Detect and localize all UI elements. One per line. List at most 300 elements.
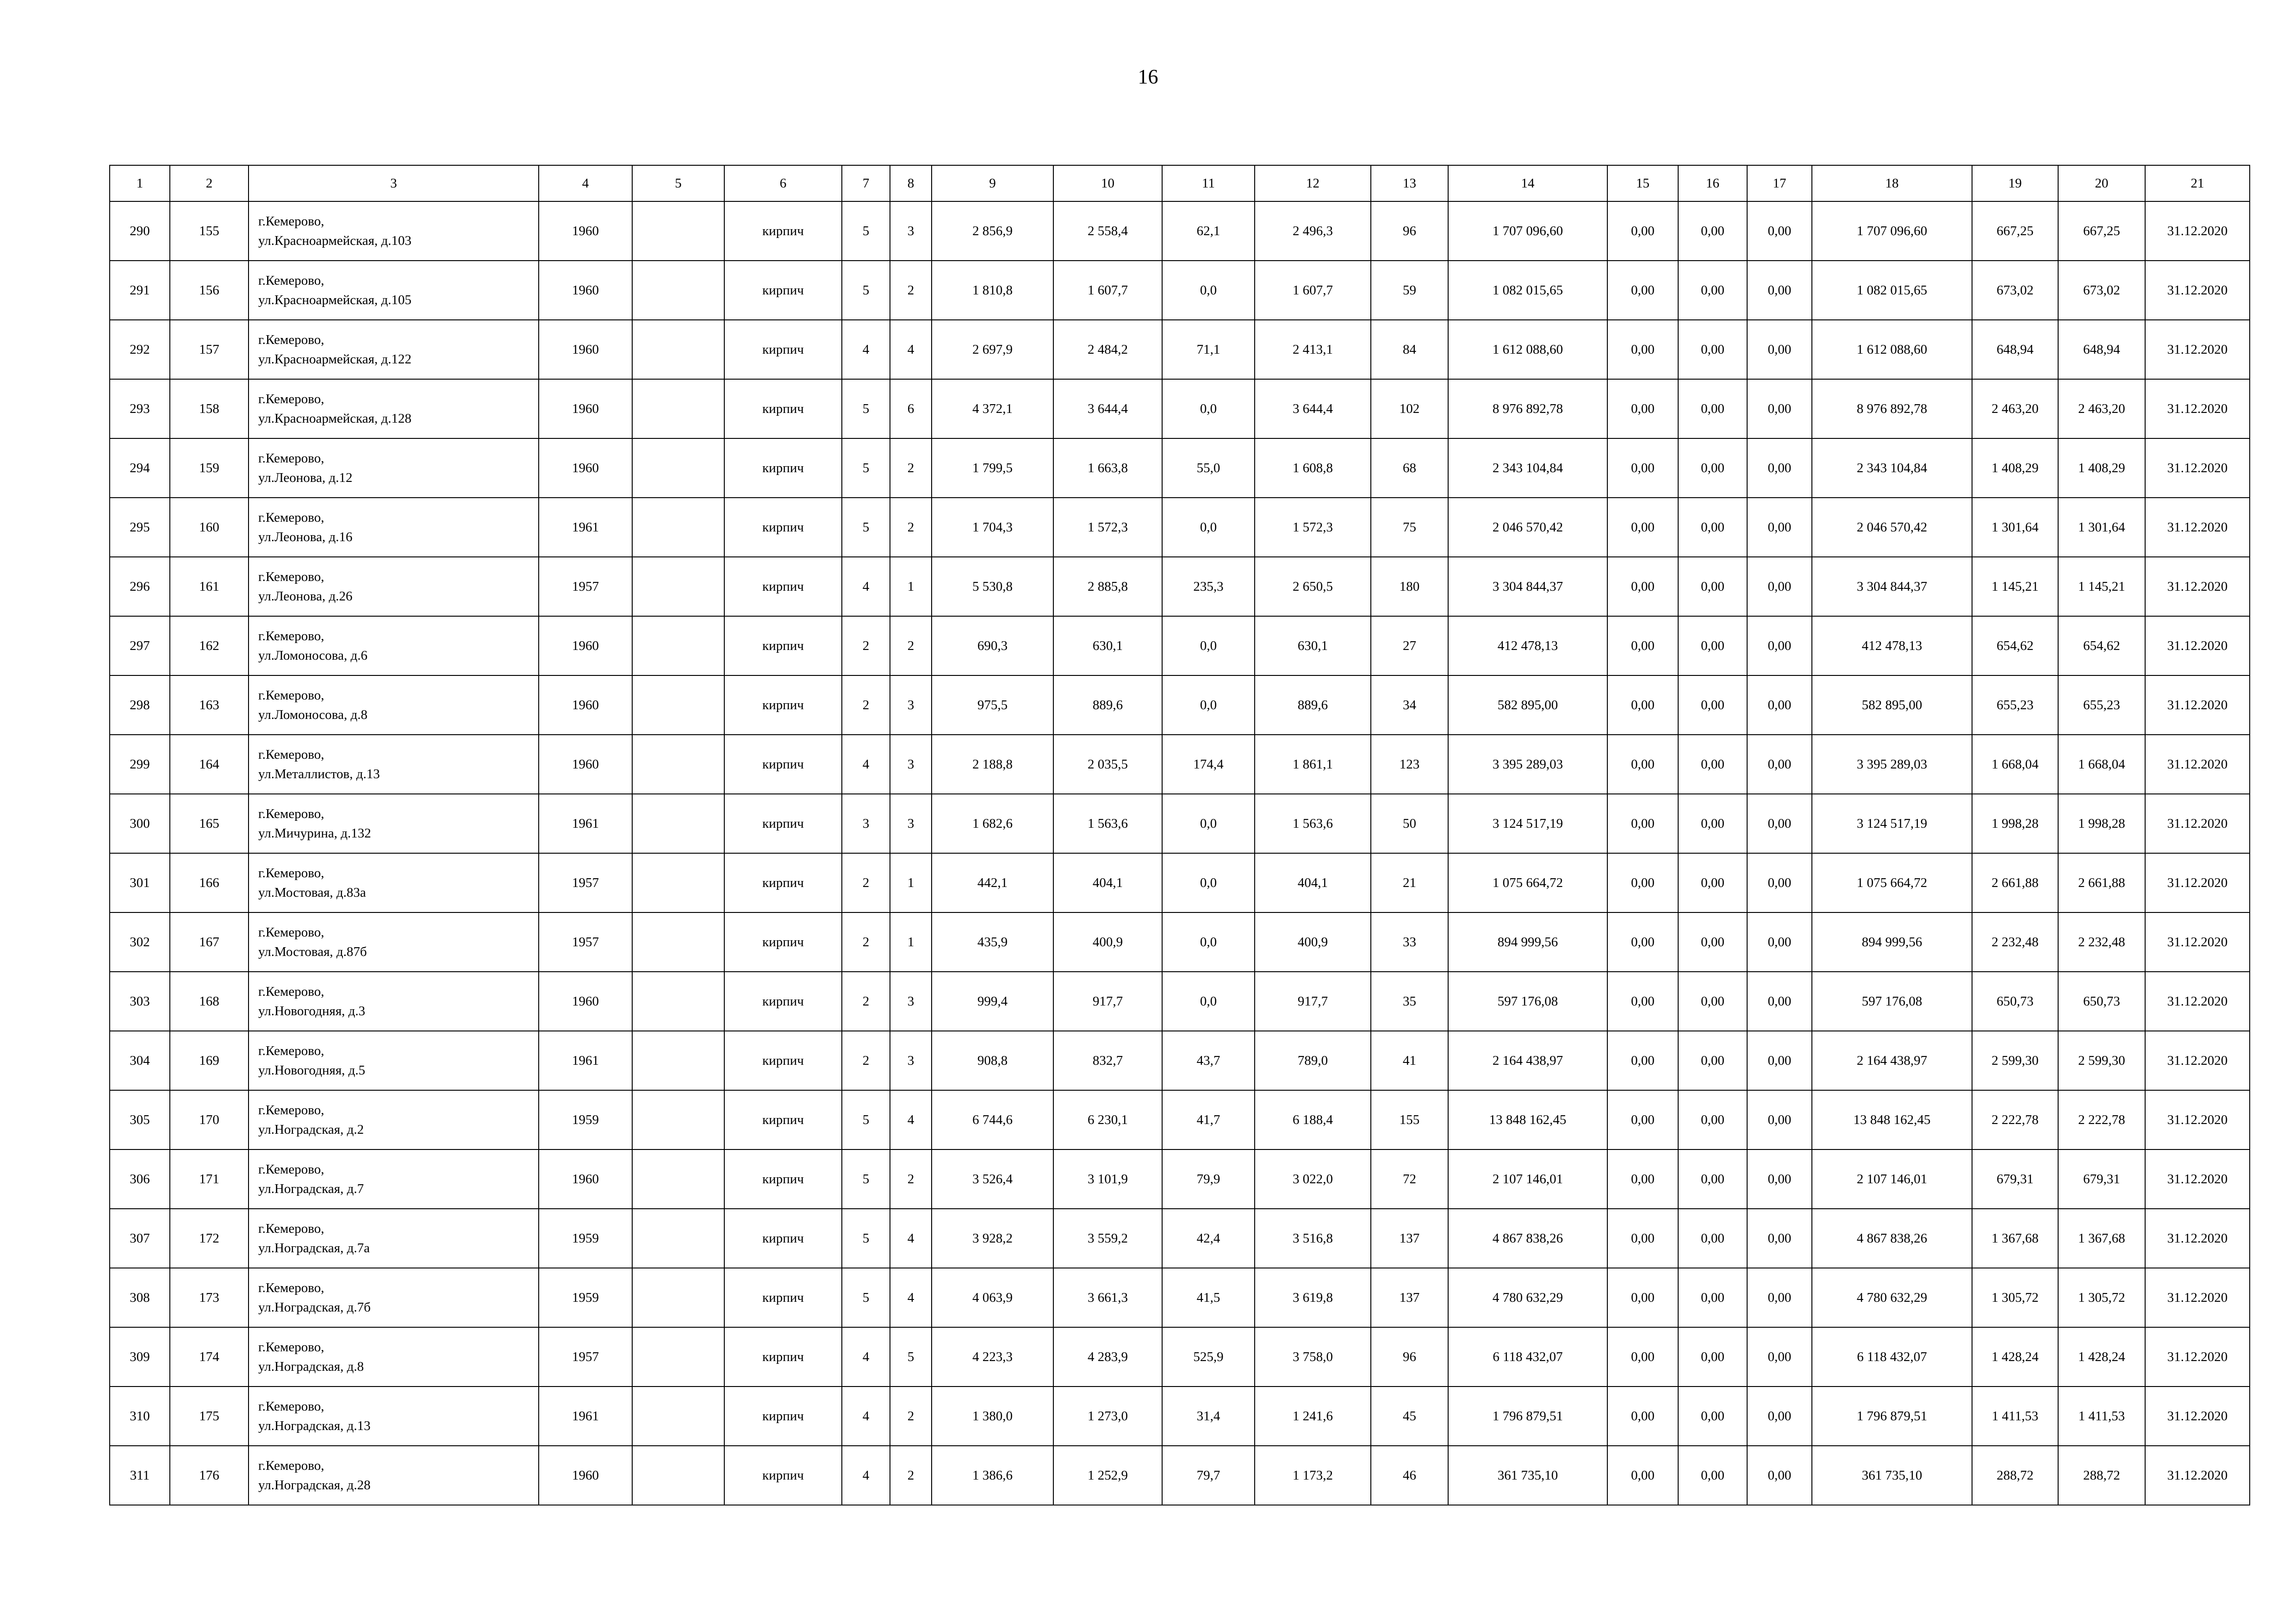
table-cell-col-11: 41,7 <box>1162 1090 1255 1149</box>
table-cell-col-14: 2 046 570,42 <box>1448 498 1607 557</box>
table-cell-col-16: 0,00 <box>1678 438 1747 498</box>
table-cell-col-14: 13 848 162,45 <box>1448 1090 1607 1149</box>
column-header-3: 3 <box>249 165 539 201</box>
table-cell-col-9: 3 526,4 <box>932 1149 1053 1209</box>
address-line: г.Кемерово, <box>258 806 324 821</box>
table-cell-col-21: 31.12.2020 <box>2145 1209 2250 1268</box>
table-cell-col-17: 0,00 <box>1747 201 1812 261</box>
table-cell-col-9: 4 372,1 <box>932 379 1053 438</box>
address-line: ул.Ноградская, д.7б <box>258 1300 371 1315</box>
table-cell-col-13: 50 <box>1371 794 1448 853</box>
address-line: г.Кемерово, <box>258 1221 324 1236</box>
table-cell-col-9: 1 682,6 <box>932 794 1053 853</box>
table-cell-col-16: 0,00 <box>1678 616 1747 675</box>
column-header-21: 21 <box>2145 165 2250 201</box>
table-cell-col-4: 1960 <box>539 675 632 735</box>
table-cell-col-17: 0,00 <box>1747 261 1812 320</box>
table-cell-col-14: 361 735,10 <box>1448 1446 1607 1505</box>
table-cell-col-15: 0,00 <box>1607 912 1678 972</box>
table-cell-col-6: кирпич <box>724 320 842 379</box>
table-cell-col-4: 1960 <box>539 1149 632 1209</box>
table-cell-col-5 <box>632 1327 724 1387</box>
table-cell-col-17: 0,00 <box>1747 675 1812 735</box>
address-cell <box>249 1387 539 1446</box>
table-cell-col-12: 2 496,3 <box>1255 201 1371 261</box>
table-cell-col-21: 31.12.2020 <box>2145 1268 2250 1327</box>
table-cell-col-17: 0,00 <box>1747 853 1812 912</box>
table-cell-col-10: 1 607,7 <box>1053 261 1162 320</box>
table-row <box>110 794 2250 853</box>
housing-registry-table <box>109 165 2250 1505</box>
table-cell-col-12: 3 644,4 <box>1255 379 1371 438</box>
table-cell-col-4: 1961 <box>539 1387 632 1446</box>
table-cell-col-9: 908,8 <box>932 1031 1053 1090</box>
table-cell-col-21: 31.12.2020 <box>2145 1387 2250 1446</box>
table-cell-col-18: 2 046 570,42 <box>1812 498 1972 557</box>
address-line: ул.Ломоносова, д.8 <box>258 707 367 722</box>
address-cell <box>249 438 539 498</box>
address-cell <box>249 675 539 735</box>
table-cell-col-9: 5 530,8 <box>932 557 1053 616</box>
address-line: г.Кемерово, <box>258 1102 324 1118</box>
table-cell-col-1: 295 <box>110 498 170 557</box>
table-cell-col-11: 62,1 <box>1162 201 1255 261</box>
table-cell-col-9: 690,3 <box>932 616 1053 675</box>
address-line: ул.Ноградская, д.2 <box>258 1122 364 1137</box>
table-cell-col-11: 79,9 <box>1162 1149 1255 1209</box>
address-line: г.Кемерово, <box>258 1162 324 1177</box>
table-cell-col-16: 0,00 <box>1678 498 1747 557</box>
table-cell-col-5 <box>632 794 724 853</box>
table-cell-col-1: 299 <box>110 735 170 794</box>
table-cell-col-18: 8 976 892,78 <box>1812 379 1972 438</box>
table-cell-col-16: 0,00 <box>1678 1090 1747 1149</box>
table-cell-col-13: 45 <box>1371 1387 1448 1446</box>
address-line: ул.Ноградская, д.28 <box>258 1478 371 1493</box>
table-cell-col-14: 4 780 632,29 <box>1448 1268 1607 1327</box>
table-cell-col-21: 31.12.2020 <box>2145 1031 2250 1090</box>
address-line: ул.Ноградская, д.8 <box>258 1359 364 1374</box>
address-cell <box>249 1327 539 1387</box>
table-cell-col-16: 0,00 <box>1678 1387 1747 1446</box>
table-cell-col-1: 310 <box>110 1387 170 1446</box>
table-cell-col-13: 21 <box>1371 853 1448 912</box>
table-cell-col-17: 0,00 <box>1747 1446 1812 1505</box>
table-cell-col-2: 164 <box>170 735 249 794</box>
table-cell-col-2: 168 <box>170 972 249 1031</box>
table-cell-col-10: 2 484,2 <box>1053 320 1162 379</box>
table-cell-col-10: 1 563,6 <box>1053 794 1162 853</box>
table-cell-col-13: 84 <box>1371 320 1448 379</box>
table-cell-col-19: 1 411,53 <box>1972 1387 2058 1446</box>
table-cell-col-6: кирпич <box>724 675 842 735</box>
table-cell-col-13: 137 <box>1371 1268 1448 1327</box>
table-cell-col-18: 582 895,00 <box>1812 675 1972 735</box>
table-cell-col-13: 68 <box>1371 438 1448 498</box>
table-cell-col-11: 0,0 <box>1162 912 1255 972</box>
table-cell-col-1: 300 <box>110 794 170 853</box>
table-cell-col-1: 293 <box>110 379 170 438</box>
table-cell-col-12: 1 608,8 <box>1255 438 1371 498</box>
table-cell-col-10: 3 644,4 <box>1053 379 1162 438</box>
table-cell-col-20: 679,31 <box>2058 1149 2145 1209</box>
table-cell-col-2: 171 <box>170 1149 249 1209</box>
table-cell-col-13: 102 <box>1371 379 1448 438</box>
table-cell-col-6: кирпич <box>724 972 842 1031</box>
table-cell-col-11: 0,0 <box>1162 498 1255 557</box>
table-cell-col-11: 174,4 <box>1162 735 1255 794</box>
table-cell-col-14: 2 164 438,97 <box>1448 1031 1607 1090</box>
table-cell-col-19: 655,23 <box>1972 675 2058 735</box>
table-cell-col-14: 2 343 104,84 <box>1448 438 1607 498</box>
table-cell-col-4: 1959 <box>539 1209 632 1268</box>
table-cell-col-17: 0,00 <box>1747 1090 1812 1149</box>
table-cell-col-6: кирпич <box>724 1268 842 1327</box>
table-row <box>110 616 2250 675</box>
address-cell <box>249 616 539 675</box>
address-line: ул.Мичурина, д.132 <box>258 826 371 841</box>
address-cell <box>249 261 539 320</box>
table-cell-col-4: 1961 <box>539 498 632 557</box>
table-cell-col-1: 306 <box>110 1149 170 1209</box>
table-cell-col-17: 0,00 <box>1747 498 1812 557</box>
table-cell-col-12: 1 173,2 <box>1255 1446 1371 1505</box>
table-cell-col-14: 3 124 517,19 <box>1448 794 1607 853</box>
table-cell-col-12: 630,1 <box>1255 616 1371 675</box>
table-cell-col-6: кирпич <box>724 1327 842 1387</box>
table-row <box>110 379 2250 438</box>
table-cell-col-10: 1 572,3 <box>1053 498 1162 557</box>
table-cell-col-14: 582 895,00 <box>1448 675 1607 735</box>
table-cell-col-8: 2 <box>890 498 932 557</box>
table-cell-col-18: 894 999,56 <box>1812 912 1972 972</box>
table-cell-col-17: 0,00 <box>1747 438 1812 498</box>
table-cell-col-6: кирпич <box>724 201 842 261</box>
table-cell-col-16: 0,00 <box>1678 675 1747 735</box>
table-cell-col-11: 43,7 <box>1162 1031 1255 1090</box>
table-cell-col-16: 0,00 <box>1678 261 1747 320</box>
table-cell-col-15: 0,00 <box>1607 1327 1678 1387</box>
table-cell-col-21: 31.12.2020 <box>2145 1149 2250 1209</box>
table-cell-col-12: 3 022,0 <box>1255 1149 1371 1209</box>
table-cell-col-20: 1 668,04 <box>2058 735 2145 794</box>
table-cell-col-13: 41 <box>1371 1031 1448 1090</box>
table-cell-col-20: 667,25 <box>2058 201 2145 261</box>
address-line: ул.Ноградская, д.7а <box>258 1241 370 1255</box>
table-cell-col-17: 0,00 <box>1747 1209 1812 1268</box>
table-cell-col-8: 2 <box>890 261 932 320</box>
table-header <box>110 165 2250 201</box>
column-header-11: 11 <box>1162 165 1255 201</box>
table-cell-col-21: 31.12.2020 <box>2145 675 2250 735</box>
table-cell-col-8: 2 <box>890 1149 932 1209</box>
table-cell-col-20: 1 305,72 <box>2058 1268 2145 1327</box>
table-row <box>110 1387 2250 1446</box>
table-cell-col-18: 2 343 104,84 <box>1812 438 1972 498</box>
table-cell-col-18: 3 304 844,37 <box>1812 557 1972 616</box>
table-cell-col-16: 0,00 <box>1678 379 1747 438</box>
table-cell-col-11: 71,1 <box>1162 320 1255 379</box>
table-cell-col-15: 0,00 <box>1607 1090 1678 1149</box>
table-cell-col-9: 4 063,9 <box>932 1268 1053 1327</box>
table-cell-col-7: 5 <box>842 379 890 438</box>
table-cell-col-10: 2 558,4 <box>1053 201 1162 261</box>
table-cell-col-2: 167 <box>170 912 249 972</box>
table-cell-col-12: 3 516,8 <box>1255 1209 1371 1268</box>
table-cell-col-13: 155 <box>1371 1090 1448 1149</box>
table-cell-col-7: 2 <box>842 912 890 972</box>
table-cell-col-7: 2 <box>842 972 890 1031</box>
table-cell-col-17: 0,00 <box>1747 557 1812 616</box>
table-cell-col-18: 1 612 088,60 <box>1812 320 1972 379</box>
table-cell-col-18: 1 796 879,51 <box>1812 1387 1972 1446</box>
table-cell-col-2: 159 <box>170 438 249 498</box>
address-line: ул.Новогодняя, д.5 <box>258 1063 366 1078</box>
table-cell-col-1: 307 <box>110 1209 170 1268</box>
table-cell-col-11: 79,7 <box>1162 1446 1255 1505</box>
table-cell-col-8: 2 <box>890 1387 932 1446</box>
table-cell-col-13: 33 <box>1371 912 1448 972</box>
column-header-17: 17 <box>1747 165 1812 201</box>
table-cell-col-19: 2 232,48 <box>1972 912 2058 972</box>
table-cell-col-12: 1 241,6 <box>1255 1387 1371 1446</box>
address-line: ул.Мостовая, д.87б <box>258 944 367 959</box>
table-cell-col-4: 1960 <box>539 1446 632 1505</box>
table-cell-col-9: 1 799,5 <box>932 438 1053 498</box>
table-cell-col-5 <box>632 498 724 557</box>
table-cell-col-18: 361 735,10 <box>1812 1446 1972 1505</box>
table-cell-col-1: 291 <box>110 261 170 320</box>
table-cell-col-10: 917,7 <box>1053 972 1162 1031</box>
table-cell-col-1: 296 <box>110 557 170 616</box>
table-cell-col-13: 59 <box>1371 261 1448 320</box>
table-cell-col-15: 0,00 <box>1607 261 1678 320</box>
table-cell-col-19: 2 599,30 <box>1972 1031 2058 1090</box>
table-cell-col-20: 654,62 <box>2058 616 2145 675</box>
table-cell-col-5 <box>632 320 724 379</box>
table-cell-col-10: 3 101,9 <box>1053 1149 1162 1209</box>
table-cell-col-17: 0,00 <box>1747 1031 1812 1090</box>
table-cell-col-14: 1 075 664,72 <box>1448 853 1607 912</box>
table-cell-col-12: 404,1 <box>1255 853 1371 912</box>
table-cell-col-20: 655,23 <box>2058 675 2145 735</box>
table-cell-col-17: 0,00 <box>1747 735 1812 794</box>
table-cell-col-4: 1960 <box>539 261 632 320</box>
table-cell-col-16: 0,00 <box>1678 1149 1747 1209</box>
table-cell-col-6: кирпич <box>724 735 842 794</box>
table-cell-col-5 <box>632 201 724 261</box>
table-cell-col-17: 0,00 <box>1747 794 1812 853</box>
table-cell-col-15: 0,00 <box>1607 1149 1678 1209</box>
column-header-5: 5 <box>632 165 724 201</box>
table-cell-col-16: 0,00 <box>1678 1209 1747 1268</box>
table-cell-col-16: 0,00 <box>1678 201 1747 261</box>
table-cell-col-20: 650,73 <box>2058 972 2145 1031</box>
table-cell-col-19: 2 463,20 <box>1972 379 2058 438</box>
table-cell-col-16: 0,00 <box>1678 853 1747 912</box>
table-cell-col-9: 442,1 <box>932 853 1053 912</box>
column-header-18: 18 <box>1812 165 1972 201</box>
table-cell-col-19: 1 668,04 <box>1972 735 2058 794</box>
address-line: г.Кемерово, <box>258 1280 324 1295</box>
table-cell-col-21: 31.12.2020 <box>2145 853 2250 912</box>
table-cell-col-1: 308 <box>110 1268 170 1327</box>
table-cell-col-12: 2 413,1 <box>1255 320 1371 379</box>
table-cell-col-8: 3 <box>890 201 932 261</box>
table-cell-col-6: кирпич <box>724 1149 842 1209</box>
table-cell-col-9: 4 223,3 <box>932 1327 1053 1387</box>
address-line: г.Кемерово, <box>258 213 324 229</box>
table-cell-col-20: 1 408,29 <box>2058 438 2145 498</box>
table-cell-col-15: 0,00 <box>1607 320 1678 379</box>
table-cell-col-12: 6 188,4 <box>1255 1090 1371 1149</box>
table-cell-col-13: 72 <box>1371 1149 1448 1209</box>
address-line: г.Кемерово, <box>258 984 324 999</box>
table-cell-col-19: 288,72 <box>1972 1446 2058 1505</box>
table-cell-col-20: 1 367,68 <box>2058 1209 2145 1268</box>
table-cell-col-4: 1960 <box>539 201 632 261</box>
table-cell-col-15: 0,00 <box>1607 1209 1678 1268</box>
table-cell-col-16: 0,00 <box>1678 320 1747 379</box>
table-cell-col-21: 31.12.2020 <box>2145 735 2250 794</box>
table-cell-col-5 <box>632 853 724 912</box>
address-line: ул.Мостовая, д.83а <box>258 885 366 900</box>
table-cell-col-16: 0,00 <box>1678 972 1747 1031</box>
table-cell-col-13: 123 <box>1371 735 1448 794</box>
table-cell-col-8: 3 <box>890 675 932 735</box>
table-cell-col-21: 31.12.2020 <box>2145 201 2250 261</box>
table-cell-col-2: 161 <box>170 557 249 616</box>
table-cell-col-6: кирпич <box>724 557 842 616</box>
table-cell-col-12: 3 619,8 <box>1255 1268 1371 1327</box>
table-cell-col-8: 1 <box>890 853 932 912</box>
table-cell-col-5 <box>632 261 724 320</box>
table-cell-col-9: 1 386,6 <box>932 1446 1053 1505</box>
table-cell-col-10: 4 283,9 <box>1053 1327 1162 1387</box>
table-cell-col-2: 163 <box>170 675 249 735</box>
address-line: г.Кемерово, <box>258 687 324 703</box>
table-cell-col-8: 4 <box>890 320 932 379</box>
table-cell-col-1: 305 <box>110 1090 170 1149</box>
table-cell-col-7: 5 <box>842 1268 890 1327</box>
table-cell-col-19: 1 408,29 <box>1972 438 2058 498</box>
table-cell-col-14: 3 304 844,37 <box>1448 557 1607 616</box>
table-cell-col-4: 1961 <box>539 1031 632 1090</box>
table-row <box>110 853 2250 912</box>
address-line: г.Кемерово, <box>258 1399 324 1414</box>
address-cell <box>249 912 539 972</box>
table-cell-col-17: 0,00 <box>1747 1149 1812 1209</box>
table-cell-col-20: 288,72 <box>2058 1446 2145 1505</box>
table-cell-col-20: 2 222,78 <box>2058 1090 2145 1149</box>
table-cell-col-19: 679,31 <box>1972 1149 2058 1209</box>
table-cell-col-5 <box>632 1387 724 1446</box>
column-header-12: 12 <box>1255 165 1371 201</box>
table-cell-col-17: 0,00 <box>1747 379 1812 438</box>
table-cell-col-7: 4 <box>842 1446 890 1505</box>
address-cell <box>249 1268 539 1327</box>
table-cell-col-20: 1 145,21 <box>2058 557 2145 616</box>
table-cell-col-21: 31.12.2020 <box>2145 498 2250 557</box>
table-row <box>110 972 2250 1031</box>
table-cell-col-4: 1959 <box>539 1268 632 1327</box>
table-cell-col-16: 0,00 <box>1678 557 1747 616</box>
table-cell-col-4: 1961 <box>539 794 632 853</box>
table-cell-col-20: 2 599,30 <box>2058 1031 2145 1090</box>
table-row <box>110 261 2250 320</box>
table-cell-col-8: 6 <box>890 379 932 438</box>
table-cell-col-9: 3 928,2 <box>932 1209 1053 1268</box>
address-line: ул.Ломоносова, д.6 <box>258 648 367 663</box>
table-cell-col-11: 41,5 <box>1162 1268 1255 1327</box>
table-cell-col-19: 2 222,78 <box>1972 1090 2058 1149</box>
table-cell-col-4: 1957 <box>539 1327 632 1387</box>
table-row <box>110 320 2250 379</box>
table-cell-col-8: 2 <box>890 1446 932 1505</box>
table-cell-col-9: 1 810,8 <box>932 261 1053 320</box>
table-cell-col-18: 597 176,08 <box>1812 972 1972 1031</box>
table-cell-col-19: 1 367,68 <box>1972 1209 2058 1268</box>
table-cell-col-11: 0,0 <box>1162 261 1255 320</box>
table-cell-col-5 <box>632 1090 724 1149</box>
table-cell-col-9: 1 380,0 <box>932 1387 1053 1446</box>
table-cell-col-2: 176 <box>170 1446 249 1505</box>
table-cell-col-6: кирпич <box>724 616 842 675</box>
table-cell-col-19: 667,25 <box>1972 201 2058 261</box>
table-cell-col-2: 165 <box>170 794 249 853</box>
column-header-20: 20 <box>2058 165 2145 201</box>
address-cell <box>249 379 539 438</box>
table-cell-col-6: кирпич <box>724 379 842 438</box>
table-cell-col-8: 4 <box>890 1090 932 1149</box>
table-cell-col-7: 5 <box>842 261 890 320</box>
table-cell-col-13: 96 <box>1371 201 1448 261</box>
table-cell-col-4: 1959 <box>539 1090 632 1149</box>
table-cell-col-20: 1 411,53 <box>2058 1387 2145 1446</box>
table-cell-col-20: 2 463,20 <box>2058 379 2145 438</box>
table-row <box>110 675 2250 735</box>
table-cell-col-18: 2 107 146,01 <box>1812 1149 1972 1209</box>
column-header-19: 19 <box>1972 165 2058 201</box>
table-cell-col-9: 1 704,3 <box>932 498 1053 557</box>
table-cell-col-1: 311 <box>110 1446 170 1505</box>
table-cell-col-14: 1 082 015,65 <box>1448 261 1607 320</box>
table-cell-col-1: 297 <box>110 616 170 675</box>
table-cell-col-17: 0,00 <box>1747 1327 1812 1387</box>
table-cell-col-15: 0,00 <box>1607 557 1678 616</box>
table-cell-col-19: 673,02 <box>1972 261 2058 320</box>
table-cell-col-17: 0,00 <box>1747 616 1812 675</box>
table-cell-col-16: 0,00 <box>1678 1268 1747 1327</box>
column-header-4: 4 <box>539 165 632 201</box>
table-cell-col-7: 2 <box>842 675 890 735</box>
table-cell-col-15: 0,00 <box>1607 201 1678 261</box>
table-row <box>110 201 2250 261</box>
address-cell <box>249 1090 539 1149</box>
table-cell-col-4: 1957 <box>539 557 632 616</box>
column-header-15: 15 <box>1607 165 1678 201</box>
table-cell-col-2: 175 <box>170 1387 249 1446</box>
table-cell-col-14: 597 176,08 <box>1448 972 1607 1031</box>
table-cell-col-21: 31.12.2020 <box>2145 379 2250 438</box>
table-cell-col-11: 31,4 <box>1162 1387 1255 1446</box>
table-cell-col-10: 630,1 <box>1053 616 1162 675</box>
table-cell-col-13: 34 <box>1371 675 1448 735</box>
table-cell-col-11: 525,9 <box>1162 1327 1255 1387</box>
table-cell-col-5 <box>632 616 724 675</box>
table-cell-col-7: 5 <box>842 438 890 498</box>
address-cell <box>249 320 539 379</box>
